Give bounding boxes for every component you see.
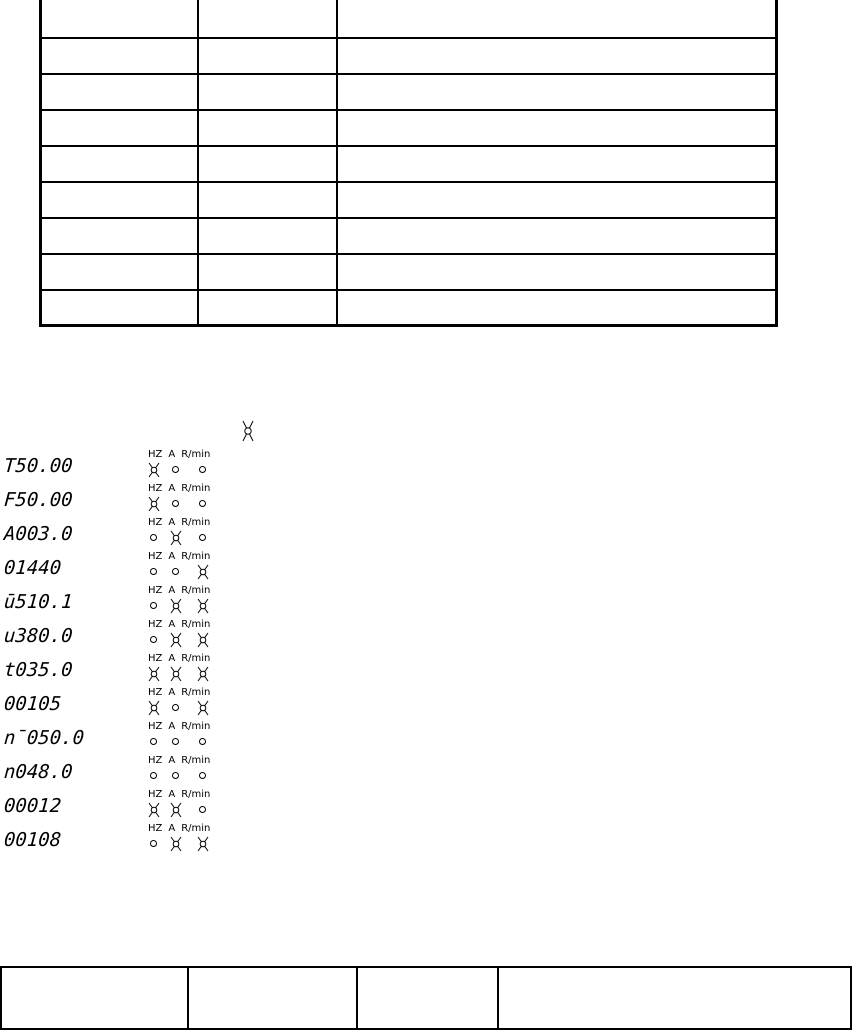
display-row xyxy=(0,517,260,550)
display-reading: T50.00 xyxy=(3,455,74,477)
hz-led-on-icon xyxy=(148,496,160,512)
unit-labels xyxy=(148,483,210,494)
unit-label-rpm: R/min xyxy=(181,687,211,698)
a-led-on-icon xyxy=(170,632,182,648)
unit-labels xyxy=(148,449,210,460)
unit-label-hz: HZ xyxy=(148,483,163,494)
table-row xyxy=(42,111,775,147)
unit-labels xyxy=(148,653,210,664)
unit-label-rpm: R/min xyxy=(181,619,211,630)
rpm-led-on-icon xyxy=(197,666,209,682)
bottom-table xyxy=(0,966,852,1030)
unit-label-a: A xyxy=(168,449,176,460)
hz-led-on-icon xyxy=(148,666,160,682)
unit-labels xyxy=(148,789,210,800)
table-row xyxy=(42,255,775,291)
hz-led-on-icon xyxy=(148,700,160,716)
unit-label-a: A xyxy=(168,653,176,664)
a-led-off-icon xyxy=(172,500,179,507)
unit-label-rpm: R/min xyxy=(181,823,211,834)
unit-label-hz: HZ xyxy=(148,551,163,562)
display-reading: 01440 xyxy=(3,557,62,579)
display-row xyxy=(0,789,260,822)
a-led-off-icon xyxy=(172,568,179,575)
display-row xyxy=(0,551,260,584)
display-row xyxy=(0,653,260,686)
unit-label-hz: HZ xyxy=(148,517,163,528)
table-column-divider xyxy=(497,968,499,1028)
rpm-led-off-icon xyxy=(199,806,206,813)
hz-led-on-icon xyxy=(148,802,160,818)
table-row xyxy=(42,75,775,111)
display-row xyxy=(0,687,260,720)
unit-labels xyxy=(148,687,210,698)
display-reading: u380.0 xyxy=(3,625,74,647)
table-row xyxy=(42,0,775,39)
a-led-on-icon xyxy=(170,802,182,818)
unit-label-hz: HZ xyxy=(148,789,163,800)
table-row xyxy=(42,147,775,183)
a-led-off-icon xyxy=(172,466,179,473)
unit-label-a: A xyxy=(168,755,176,766)
unit-label-a: A xyxy=(168,619,176,630)
table-row xyxy=(42,183,775,219)
display-row xyxy=(0,585,260,618)
unit-label-a: A xyxy=(168,789,176,800)
unit-label-hz: HZ xyxy=(148,619,163,630)
lit-led-icon xyxy=(241,420,255,442)
display-reading: 00105 xyxy=(3,693,62,715)
unit-label-rpm: R/min xyxy=(181,721,211,732)
table-row xyxy=(42,219,775,255)
rpm-led-on-icon xyxy=(197,836,209,852)
unit-label-hz: HZ xyxy=(148,721,163,732)
table-row xyxy=(42,39,775,75)
unit-label-a: A xyxy=(168,551,176,562)
a-led-on-icon xyxy=(170,836,182,852)
rpm-led-off-icon xyxy=(199,466,206,473)
unit-labels xyxy=(148,619,210,630)
display-row xyxy=(0,721,260,754)
table-column-divider xyxy=(197,0,199,324)
unit-label-rpm: R/min xyxy=(181,653,211,664)
hz-led-off-icon xyxy=(150,738,157,745)
unit-label-rpm: R/min xyxy=(181,755,211,766)
hz-led-off-icon xyxy=(150,772,157,779)
table-column-divider xyxy=(336,0,338,324)
unit-label-rpm: R/min xyxy=(181,585,211,596)
unit-label-rpm: R/min xyxy=(181,789,211,800)
unit-labels xyxy=(148,517,210,528)
a-led-off-icon xyxy=(172,772,179,779)
unit-labels xyxy=(148,823,210,834)
hz-led-off-icon xyxy=(150,840,157,847)
hz-led-off-icon xyxy=(150,636,157,643)
display-reading: A003.0 xyxy=(3,523,74,545)
display-reading: n̄050.0 xyxy=(3,727,85,749)
display-reading: 00108 xyxy=(3,829,62,851)
unit-label-a: A xyxy=(168,687,176,698)
a-led-off-icon xyxy=(172,704,179,711)
hz-led-off-icon xyxy=(150,568,157,575)
a-led-on-icon xyxy=(170,530,182,546)
display-reading: t035.0 xyxy=(3,659,74,681)
display-row xyxy=(0,823,260,856)
rpm-led-on-icon xyxy=(197,632,209,648)
display-row xyxy=(0,619,260,652)
rpm-led-off-icon xyxy=(199,738,206,745)
table-column-divider xyxy=(187,968,189,1028)
display-row xyxy=(0,449,260,482)
unit-label-rpm: R/min xyxy=(181,551,211,562)
parameter-table xyxy=(39,0,778,327)
display-reading: 00012 xyxy=(3,795,62,817)
unit-label-hz: HZ xyxy=(148,755,163,766)
rpm-led-on-icon xyxy=(197,700,209,716)
unit-label-a: A xyxy=(168,823,176,834)
unit-label-hz: HZ xyxy=(148,823,163,834)
a-led-off-icon xyxy=(172,738,179,745)
rpm-led-off-icon xyxy=(199,500,206,507)
unit-label-a: A xyxy=(168,517,176,528)
hz-led-on-icon xyxy=(148,462,160,478)
table-column-divider xyxy=(356,968,358,1028)
unit-label-hz: HZ xyxy=(148,653,163,664)
display-reading: F50.00 xyxy=(3,489,74,511)
unit-label-a: A xyxy=(168,483,176,494)
unit-labels xyxy=(148,585,210,596)
unit-labels xyxy=(148,551,210,562)
a-led-on-icon xyxy=(170,598,182,614)
unit-label-hz: HZ xyxy=(148,585,163,596)
unit-label-rpm: R/min xyxy=(181,483,211,494)
unit-label-hz: HZ xyxy=(148,449,163,460)
unit-labels xyxy=(148,755,210,766)
unit-labels xyxy=(148,721,210,732)
unit-label-rpm: R/min xyxy=(181,449,211,460)
rpm-led-on-icon xyxy=(197,598,209,614)
hz-led-off-icon xyxy=(150,602,157,609)
display-row xyxy=(0,755,260,788)
display-reading: ū510.1 xyxy=(3,591,74,613)
unit-label-rpm: R/min xyxy=(181,517,211,528)
display-reading: n048.0 xyxy=(3,761,74,783)
rpm-led-off-icon xyxy=(199,772,206,779)
hz-led-off-icon xyxy=(150,534,157,541)
rpm-led-on-icon xyxy=(197,564,209,580)
a-led-on-icon xyxy=(170,666,182,682)
rpm-led-off-icon xyxy=(199,534,206,541)
unit-label-a: A xyxy=(168,721,176,732)
unit-label-hz: HZ xyxy=(148,687,163,698)
display-row xyxy=(0,483,260,516)
unit-label-a: A xyxy=(168,585,176,596)
